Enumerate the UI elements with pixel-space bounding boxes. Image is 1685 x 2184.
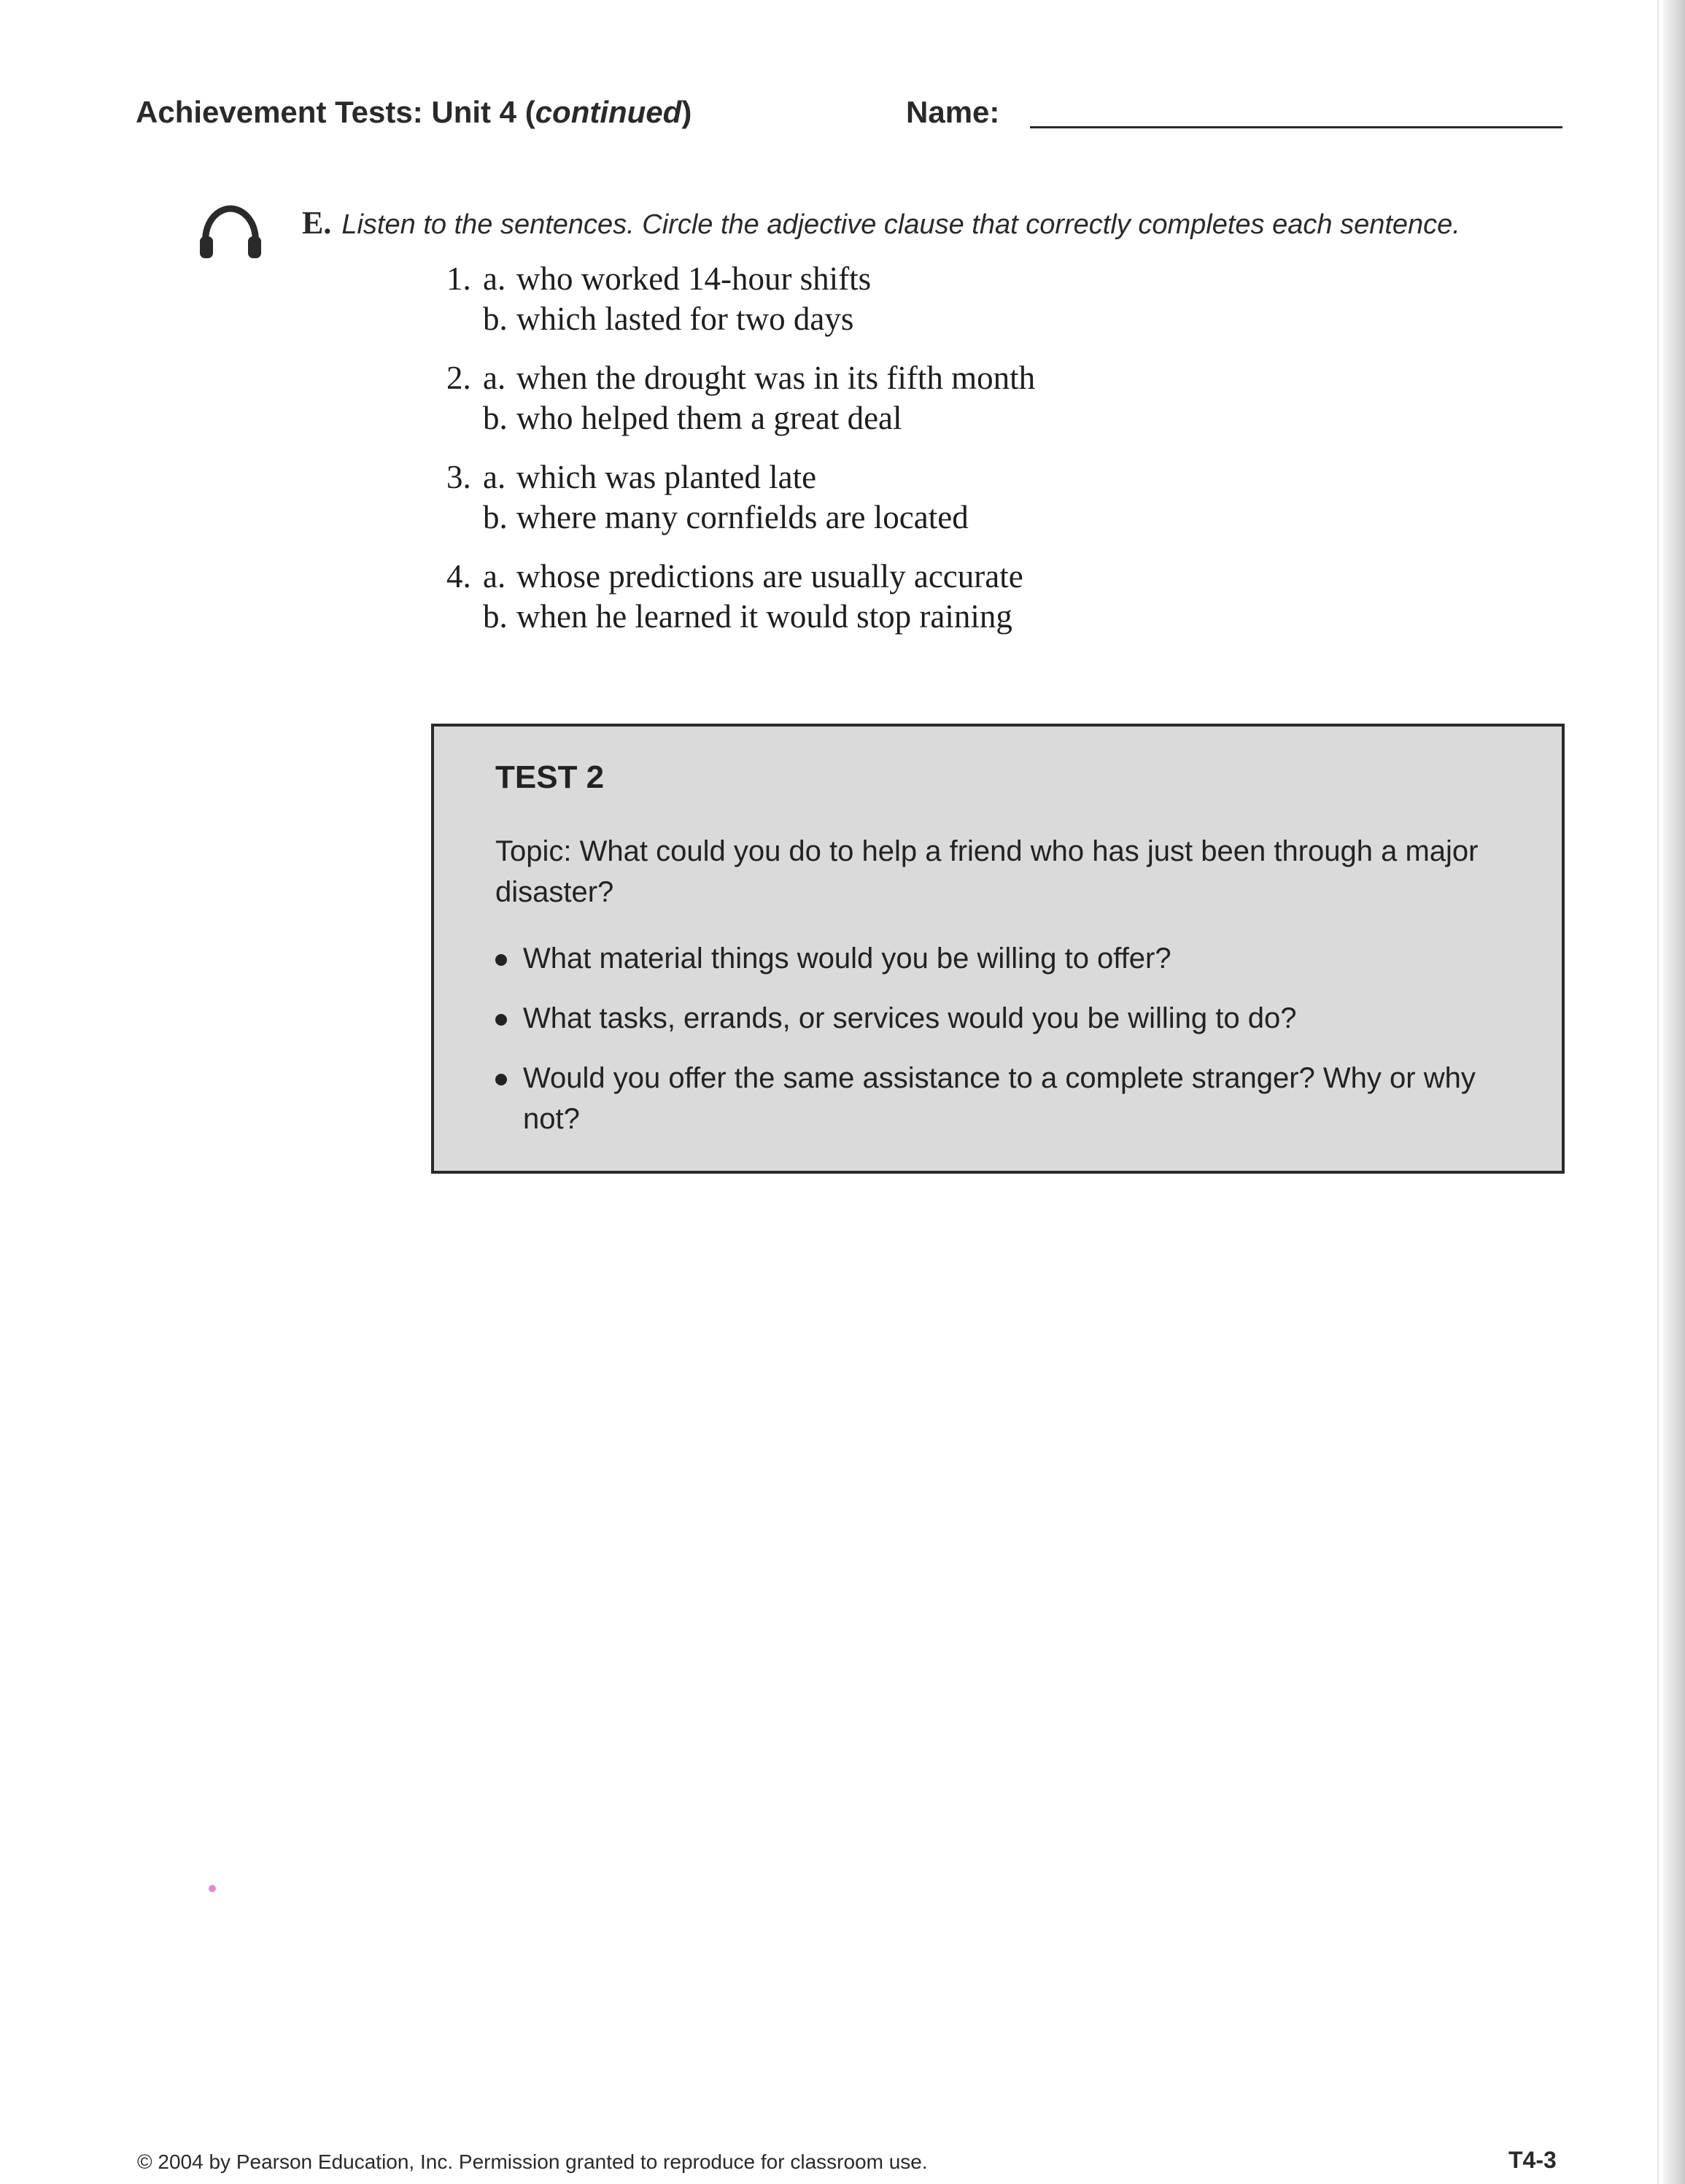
- option-1a[interactable]: [446, 259, 1035, 299]
- test-2-box: [431, 724, 1565, 1174]
- option-letter: b.: [483, 301, 508, 337]
- option-letter: b.: [483, 499, 508, 535]
- bullet-icon: [495, 1014, 507, 1026]
- page-edge-shadow: [1663, 0, 1685, 2184]
- test-2-bullet-list: [495, 938, 1531, 1158]
- question-list: [446, 259, 1035, 656]
- bullet-icon: [495, 1074, 507, 1085]
- bullet-item: [495, 998, 1531, 1039]
- question-number: 3.: [446, 459, 471, 495]
- option-2b[interactable]: [446, 398, 1035, 438]
- bullet-item: [495, 938, 1531, 979]
- option-text: which lasted for two days: [516, 301, 854, 337]
- option-letter: a.: [483, 360, 506, 396]
- header-title-italic: continued: [535, 95, 682, 129]
- question-2: [446, 358, 1035, 438]
- option-3a[interactable]: [446, 457, 1035, 497]
- bullet-text: What material things would you be willing to offer?: [523, 942, 1171, 975]
- option-text: whose predictions are usually accurate: [516, 558, 1023, 595]
- name-field-line[interactable]: [1030, 126, 1562, 128]
- option-text: when the drought was in its fifth month: [516, 360, 1036, 396]
- question-number: 2.: [446, 360, 471, 396]
- option-letter: b.: [483, 400, 508, 436]
- footer-copyright: © 2004 by Pearson Education, Inc. Permission granted to reproduce for classroom use.: [137, 2150, 928, 2173]
- option-letter: a.: [483, 459, 506, 495]
- bullet-text: Would you offer the same assistance to a complete stranger? Why or why not?: [523, 1062, 1476, 1135]
- bullet-text: What tasks, errands, or services would you be willing to do?: [523, 1002, 1297, 1034]
- option-text: when he learned it would stop raining: [516, 598, 1012, 635]
- question-1: [446, 259, 1035, 339]
- option-letter: a.: [483, 260, 506, 297]
- headphones-icon: [197, 203, 264, 261]
- stray-ink-mark: [209, 1885, 216, 1892]
- page-header: [136, 95, 1565, 139]
- header-title-suffix: ): [681, 95, 692, 129]
- section-e-instruction: [302, 204, 1460, 241]
- name-label: Name:: [906, 95, 1000, 129]
- option-text: which was planted late: [516, 459, 817, 495]
- header-title-prefix: Achievement Tests: Unit 4 (: [136, 95, 535, 129]
- question-number: 4.: [446, 558, 471, 595]
- option-letter: a.: [483, 558, 506, 595]
- bullet-icon: [495, 954, 507, 966]
- page-number: T4-3: [1508, 2147, 1557, 2173]
- option-letter: b.: [483, 598, 508, 635]
- option-3b[interactable]: [446, 497, 1035, 538]
- option-2a[interactable]: [446, 358, 1035, 398]
- option-1b[interactable]: [446, 299, 1035, 339]
- option-text: where many cornfields are located: [516, 499, 969, 535]
- question-3: [446, 457, 1035, 538]
- option-text: who worked 14-hour shifts: [516, 260, 872, 297]
- page-edge-line: [1657, 0, 1659, 2184]
- question-4: [446, 557, 1035, 637]
- test-2-topic: Topic: What could you do to help a friend who has just been through a major disaster?: [495, 835, 1479, 908]
- section-e-letter: E.: [302, 205, 332, 241]
- bullet-item: [495, 1058, 1531, 1139]
- option-text: who helped them a great deal: [516, 400, 902, 436]
- test-2-title: TEST 2: [495, 759, 605, 795]
- header-title: [136, 95, 692, 130]
- option-4a[interactable]: [446, 557, 1035, 597]
- section-e-instruction-text: Listen to the sentences. Circle the adjective clause that correctly completes each sentence.: [341, 209, 1460, 240]
- option-4b[interactable]: [446, 597, 1035, 637]
- question-number: 1.: [446, 260, 471, 297]
